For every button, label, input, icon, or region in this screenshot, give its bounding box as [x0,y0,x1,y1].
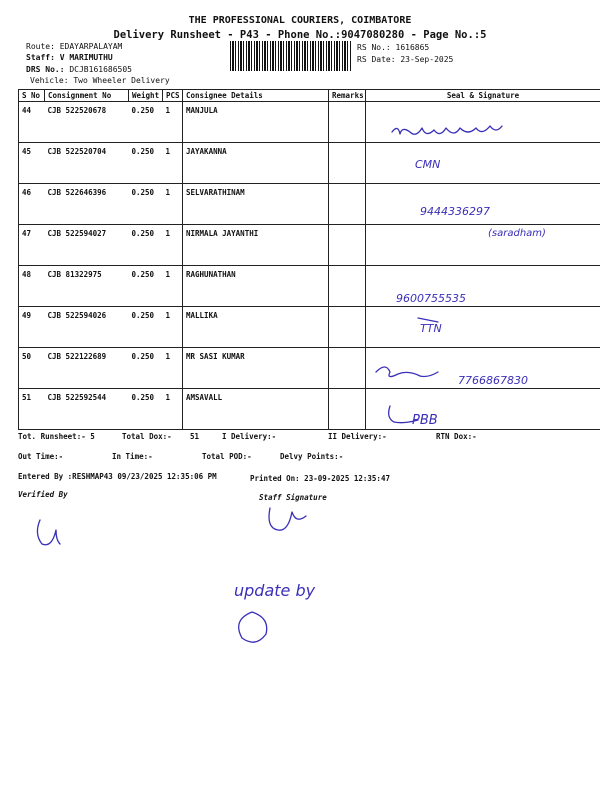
vehicle-text: Vehicle: Two Wheeler Delivery [30,76,170,85]
delvy-points: Delvy Points:- [280,452,344,461]
row-consignee: RAGHUNATHAN [183,266,329,307]
row-weight: 0.250 [129,184,163,225]
staff-signature-label: Staff Signature [259,493,327,502]
tot-runsheet: Tot. Runsheet:- 5 [18,432,95,441]
rs-number: RS No.: 1616865 [357,43,430,52]
col-consignee: Consignee Details [183,90,329,102]
row-consignment: CJB 81322975 [45,266,129,307]
row50-handwriting: 7766867830 [458,374,528,387]
col-pcs: PCS [163,90,183,102]
row-consignment: CJB 522592544 [45,389,129,430]
row-pcs: 1 [163,184,183,225]
row-sno: 51 [19,389,45,430]
row-weight: 0.250 [129,143,163,184]
row-consignment: CJB 522520704 [45,143,129,184]
update-by-note: update by [234,581,316,600]
entered-by: Entered By :RESHMAP43 09/23/2025 12:35:06 PM [18,472,217,481]
row-consignee: JAYAKANNA [183,143,329,184]
row-sno: 49 [19,307,45,348]
route-text: Route: EDAYARPALAYAM [26,42,123,51]
row-consignee: MALLIKA [183,307,329,348]
ii-delivery: II Delivery:- [328,432,387,441]
row-pcs: 1 [163,266,183,307]
drs-value: DCJB161686505 [69,65,132,74]
row-consignee: MANJULA [183,102,329,143]
verified-by-label: Verified By [18,490,68,499]
i-delivery: I Delivery:- [222,432,277,441]
stamp-scribble [239,612,267,642]
row-pcs: 1 [163,225,183,266]
row-weight: 0.250 [129,266,163,307]
row-sno: 46 [19,184,45,225]
row-pcs: 1 [163,143,183,184]
col-sno: S No [19,90,45,102]
row-sno: 44 [19,102,45,143]
row-pcs: 1 [163,102,183,143]
row-consignment: CJB 522122689 [45,348,129,389]
col-consignment: Consignment No [45,90,129,102]
staff-signature [269,508,306,530]
row48-handwriting: 9600755535 [396,292,466,305]
row-consignee: NIRMALA JAYANTHI [183,225,329,266]
col-seal-signature: Seal & Signature [366,90,600,102]
in-time: In Time:- [112,452,153,461]
row-pcs: 1 [163,307,183,348]
row51-handwriting: PBB [412,413,438,428]
col-remarks: Remarks [329,90,366,102]
printed-on: Printed On: 23-09-2025 12:35:47 [250,474,390,483]
row44-signature [392,126,502,134]
row45-handwriting: CMN [415,158,441,171]
out-time: Out Time:- [18,452,64,461]
row-consignee: AMSAVALL [183,389,329,430]
row-weight: 0.250 [129,225,163,266]
row-sno: 45 [19,143,45,184]
col-weight: Weight [129,90,163,102]
staff-text: Staff: V MARIMUTHU [26,53,113,62]
rtn-dox: RTN Dox:- [436,432,477,441]
total-dox-value: 51 [190,432,200,441]
row46-handwriting: 9444336297 [420,205,490,218]
row47-handwriting: (saradham) [488,228,546,239]
row-weight: 0.250 [129,389,163,430]
row-weight: 0.250 [129,102,163,143]
row-weight: 0.250 [129,348,163,389]
row-consignee: SELVARATHINAM [183,184,329,225]
rs-date: RS Date: 23-Sep-2025 [357,55,454,64]
row-sno: 47 [19,225,45,266]
row49-handwriting: TTN [420,322,442,335]
row-pcs: 1 [163,389,183,430]
company-title: THE PROFESSIONAL COURIERS, COIMBATORE [188,15,412,26]
row-weight: 0.250 [129,307,163,348]
runsheet-subtitle: Delivery Runsheet - P43 - Phone No.:9047080280 - Page No.:5 [113,29,487,41]
row-pcs: 1 [163,348,183,389]
row-consignment: CJB 522646396 [45,184,129,225]
drs-label: DRS No.: [26,65,65,74]
row-consignment: CJB 522594026 [45,307,129,348]
total-dox-label: Total Dox:- [122,432,172,441]
row50-signature [376,367,438,377]
row-consignee: MR SASI KUMAR [183,348,329,389]
total-pod: Total POD:- [202,452,252,461]
row-consignment: CJB 522520678 [45,102,129,143]
row-sno: 48 [19,266,45,307]
row-consignment: CJB 522594027 [45,225,129,266]
row-sno: 50 [19,348,45,389]
verified-signature [37,520,60,545]
